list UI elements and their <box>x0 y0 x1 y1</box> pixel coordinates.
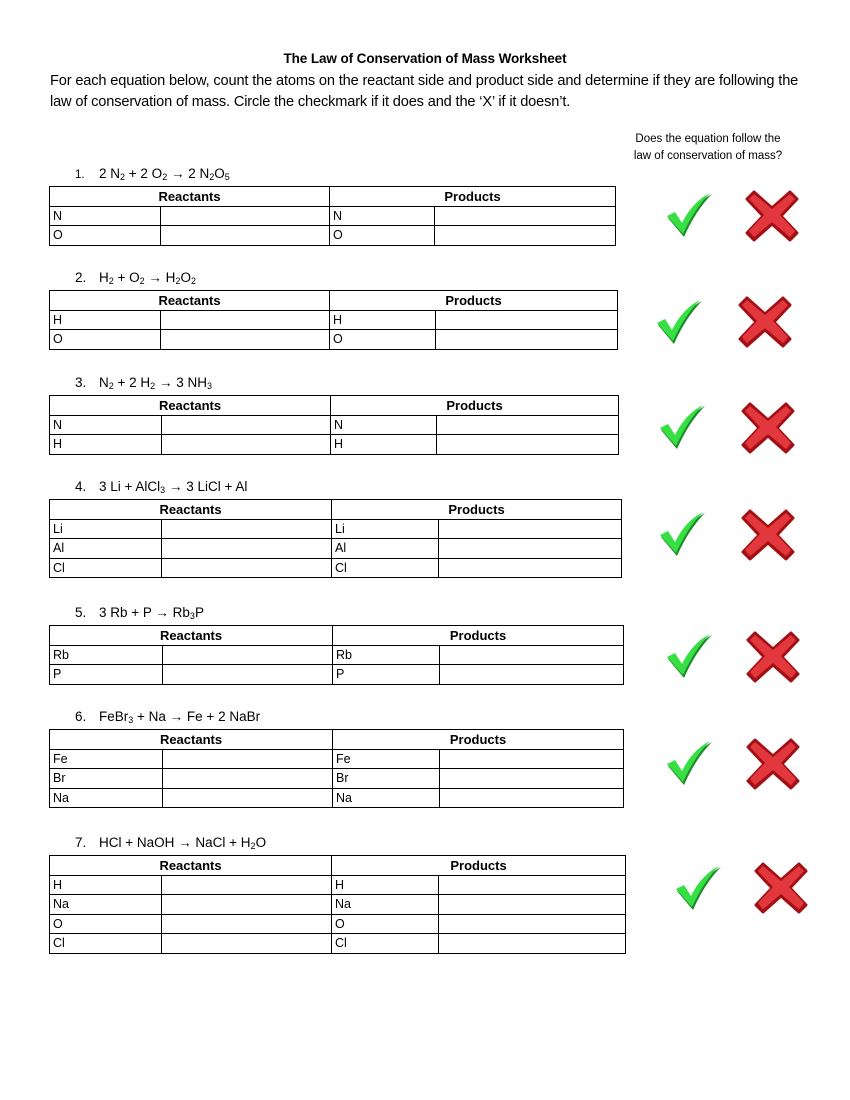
reactant-count-cell[interactable] <box>161 226 330 246</box>
table-row <box>50 519 622 539</box>
element-label-reactant: O <box>50 914 162 934</box>
subscript: 2 <box>108 381 114 391</box>
subscript: 2 <box>190 276 196 286</box>
x-mark-icon[interactable] <box>745 736 801 792</box>
product-count-cell[interactable] <box>435 226 616 246</box>
atom-count-table <box>49 729 624 808</box>
checkmark-icon[interactable] <box>656 300 704 346</box>
product-count-cell[interactable] <box>439 519 622 539</box>
column-header-products: Products <box>333 626 624 646</box>
subscript: 2 <box>108 276 114 286</box>
atom-count-table <box>49 855 626 954</box>
x-mark-icon[interactable] <box>745 629 801 685</box>
element-label-reactant: O <box>50 226 161 246</box>
column-header-products: Products <box>332 856 626 876</box>
element-label-product: Cl <box>332 558 439 578</box>
table-row <box>50 558 622 578</box>
equation-segment: + O <box>113 270 140 285</box>
element-label-product: Na <box>332 895 439 915</box>
table-row <box>50 895 626 915</box>
reactant-count-cell[interactable] <box>162 895 332 915</box>
x-mark-icon[interactable] <box>740 400 796 456</box>
checkmark-icon[interactable] <box>675 866 723 912</box>
header-row <box>50 291 618 311</box>
element-label-product: Cl <box>332 934 439 954</box>
equation-segment: 3 Rb + P → Rb <box>99 605 190 620</box>
atom-count-table <box>49 499 622 578</box>
side-question-line-1: Does the equation follow the <box>635 133 781 145</box>
element-label-product: Al <box>332 539 439 559</box>
equation <box>75 375 212 390</box>
checkmark-icon[interactable] <box>666 634 714 680</box>
element-label-reactant: Na <box>50 895 162 915</box>
table-row <box>50 934 626 954</box>
equation-segment: HCl + NaOH → NaCl + H <box>99 835 251 850</box>
product-count-cell[interactable] <box>440 645 624 665</box>
equation-text <box>99 709 260 724</box>
product-count-cell[interactable] <box>437 435 619 455</box>
table-row <box>50 435 619 455</box>
equation-segment: P <box>194 605 204 620</box>
reactant-count-cell[interactable] <box>163 769 333 789</box>
reactant-count-cell[interactable] <box>161 330 330 350</box>
header-row <box>50 856 626 876</box>
checkmark-icon[interactable] <box>666 741 714 787</box>
problem-number: 6. <box>75 709 87 724</box>
problem-4 <box>49 479 622 578</box>
reactant-count-cell[interactable] <box>163 645 333 665</box>
table-row <box>50 415 619 435</box>
side-question <box>618 131 798 165</box>
problem-number: 2. <box>75 270 87 285</box>
x-mark-icon[interactable] <box>737 294 793 350</box>
element-label-reactant: H <box>50 435 162 455</box>
column-header-products: Products <box>331 396 619 416</box>
subscript: 3 <box>160 485 166 495</box>
equation-segment: 3 Li + AlCl <box>99 479 161 494</box>
header-row <box>50 626 624 646</box>
product-count-cell[interactable] <box>435 206 616 226</box>
problem-3 <box>49 375 619 455</box>
element-label-product: O <box>332 914 439 934</box>
product-count-cell[interactable] <box>440 788 624 808</box>
table-row <box>50 788 624 808</box>
x-mark-icon[interactable] <box>740 507 796 563</box>
reactant-count-cell[interactable] <box>162 539 332 559</box>
worksheet-title: The Law of Conservation of Mass Worksheet <box>283 51 567 66</box>
equation-segment: → 3 LiCl + Al <box>165 479 248 494</box>
subscript: 2 <box>250 841 256 851</box>
problem-number: 4. <box>75 479 87 494</box>
atom-count-table <box>49 625 624 685</box>
product-count-cell[interactable] <box>439 934 626 954</box>
element-label-reactant: H <box>50 875 162 895</box>
element-label-product: N <box>331 415 437 435</box>
reactant-count-cell[interactable] <box>162 519 332 539</box>
element-label-reactant: Rb <box>50 645 163 665</box>
problem-number: 3. <box>75 375 87 390</box>
element-label-product: Br <box>333 769 440 789</box>
atom-count-table <box>49 186 616 246</box>
column-header-reactants: Reactants <box>50 396 331 416</box>
problem-number: 1. <box>75 169 85 181</box>
subscript: 5 <box>224 172 230 182</box>
product-count-cell[interactable] <box>439 558 622 578</box>
element-label-product: O <box>330 226 435 246</box>
equation-segment: + 2 H <box>113 375 151 390</box>
problem-1 <box>49 166 616 246</box>
table-row <box>50 914 626 934</box>
equation <box>75 479 247 494</box>
reactant-count-cell[interactable] <box>162 558 332 578</box>
side-question-line-2: law of conservation of mass? <box>633 150 783 162</box>
table-row <box>50 330 618 350</box>
element-label-reactant: Na <box>50 788 163 808</box>
product-count-cell[interactable] <box>437 415 619 435</box>
equation-segment: O <box>180 270 191 285</box>
equation-text <box>99 166 230 181</box>
product-count-cell[interactable] <box>439 914 626 934</box>
equation-segment: 2 N <box>99 166 121 181</box>
column-header-products: Products <box>332 500 622 520</box>
equation <box>75 605 204 620</box>
table-row <box>50 769 624 789</box>
equation-segment: N <box>99 375 109 390</box>
equation-text <box>99 835 266 850</box>
element-label-product: P <box>333 665 440 685</box>
element-label-reactant: Fe <box>50 749 163 769</box>
table-row <box>50 206 616 226</box>
product-count-cell[interactable] <box>436 310 618 330</box>
header-row <box>50 187 616 207</box>
element-label-reactant: P <box>50 665 163 685</box>
table-row <box>50 539 622 559</box>
product-count-cell[interactable] <box>439 539 622 559</box>
checkmark-icon[interactable] <box>659 512 707 558</box>
equation <box>75 270 196 285</box>
subscript: 2 <box>175 276 181 286</box>
product-count-cell[interactable] <box>440 749 624 769</box>
element-label-reactant: N <box>50 415 162 435</box>
element-label-product: H <box>331 435 437 455</box>
reactant-count-cell[interactable] <box>163 788 333 808</box>
element-label-product: H <box>330 310 436 330</box>
atom-count-table <box>49 290 618 350</box>
column-header-products: Products <box>330 291 618 311</box>
equation <box>75 166 230 181</box>
reactant-count-cell[interactable] <box>162 435 331 455</box>
instructions: For each equation below, count the atoms on the reactant side and product side and determine if they are following the law of conservation of mass. Circle the checkmark if it does and the ‘X’ if it doesn’t. <box>50 73 799 110</box>
column-header-reactants: Reactants <box>50 291 330 311</box>
header-row <box>50 730 624 750</box>
checkmark-icon[interactable] <box>666 193 714 239</box>
equation-segment: + 2 O <box>125 166 163 181</box>
element-label-product: H <box>332 875 439 895</box>
checkmark-icon[interactable] <box>659 405 707 451</box>
table-row <box>50 645 624 665</box>
product-count-cell[interactable] <box>439 895 626 915</box>
element-label-reactant: Br <box>50 769 163 789</box>
x-mark-icon[interactable] <box>744 188 800 244</box>
subscript: 3 <box>128 715 134 725</box>
table-row <box>50 875 626 895</box>
reactant-count-cell[interactable] <box>161 310 330 330</box>
equation-segment: → H <box>144 270 176 285</box>
product-count-cell[interactable] <box>440 665 624 685</box>
problem-7 <box>49 835 626 954</box>
element-label-product: Fe <box>333 749 440 769</box>
subscript: 2 <box>162 172 168 182</box>
equation-text <box>99 270 196 285</box>
element-label-reactant: Cl <box>50 934 162 954</box>
reactant-count-cell[interactable] <box>161 206 330 226</box>
reactant-count-cell[interactable] <box>163 665 333 685</box>
equation-segment: + Na → Fe + 2 NaBr <box>133 709 261 724</box>
column-header-reactants: Reactants <box>50 500 332 520</box>
table-row <box>50 310 618 330</box>
element-label-reactant: Li <box>50 519 162 539</box>
reactant-count-cell[interactable] <box>162 415 331 435</box>
element-label-product: O <box>330 330 436 350</box>
reactant-count-cell[interactable] <box>162 875 332 895</box>
equation <box>75 709 260 724</box>
subscript: 3 <box>189 611 195 621</box>
equation-text <box>99 375 212 390</box>
equation-segment: H <box>99 270 109 285</box>
subscript: 3 <box>206 381 212 391</box>
column-header-reactants: Reactants <box>50 626 333 646</box>
element-label-reactant: N <box>50 206 161 226</box>
subscript: 2 <box>120 172 126 182</box>
product-count-cell[interactable] <box>439 875 626 895</box>
equation <box>75 835 266 850</box>
equation-segment: O <box>255 835 267 850</box>
element-label-reactant: Al <box>50 539 162 559</box>
element-label-reactant: O <box>50 330 161 350</box>
element-label-product: Li <box>332 519 439 539</box>
table-row <box>50 226 616 246</box>
equation-segment: FeBr <box>99 709 129 724</box>
column-header-products: Products <box>333 730 624 750</box>
element-label-reactant: H <box>50 310 161 330</box>
problem-number: 7. <box>75 835 87 850</box>
reactant-count-cell[interactable] <box>162 934 332 954</box>
subscript: 2 <box>209 172 215 182</box>
equation-segment: → 2 N <box>167 166 210 181</box>
equation-segment: → 3 NH <box>155 375 207 390</box>
equation-segment: O <box>214 166 225 181</box>
column-header-reactants: Reactants <box>50 856 332 876</box>
problem-number: 5. <box>75 605 87 620</box>
header-row <box>50 500 622 520</box>
table-row <box>50 749 624 769</box>
equation-text <box>99 479 247 494</box>
column-header-reactants: Reactants <box>50 730 333 750</box>
element-label-product: Na <box>333 788 440 808</box>
header-row <box>50 396 619 416</box>
problem-2 <box>49 270 618 350</box>
table-row <box>50 665 624 685</box>
element-label-reactant: Cl <box>50 558 162 578</box>
column-header-products: Products <box>330 187 616 207</box>
equation-text <box>99 605 204 620</box>
product-count-cell[interactable] <box>440 769 624 789</box>
problem-6 <box>49 709 624 808</box>
subscript: 2 <box>150 381 156 391</box>
reactant-count-cell[interactable] <box>162 914 332 934</box>
reactant-count-cell[interactable] <box>163 749 333 769</box>
atom-count-table <box>49 395 619 455</box>
element-label-product: Rb <box>333 645 440 665</box>
element-label-product: N <box>330 206 435 226</box>
column-header-reactants: Reactants <box>50 187 330 207</box>
x-mark-icon[interactable] <box>753 860 809 916</box>
subscript: 2 <box>139 276 145 286</box>
product-count-cell[interactable] <box>436 330 618 350</box>
